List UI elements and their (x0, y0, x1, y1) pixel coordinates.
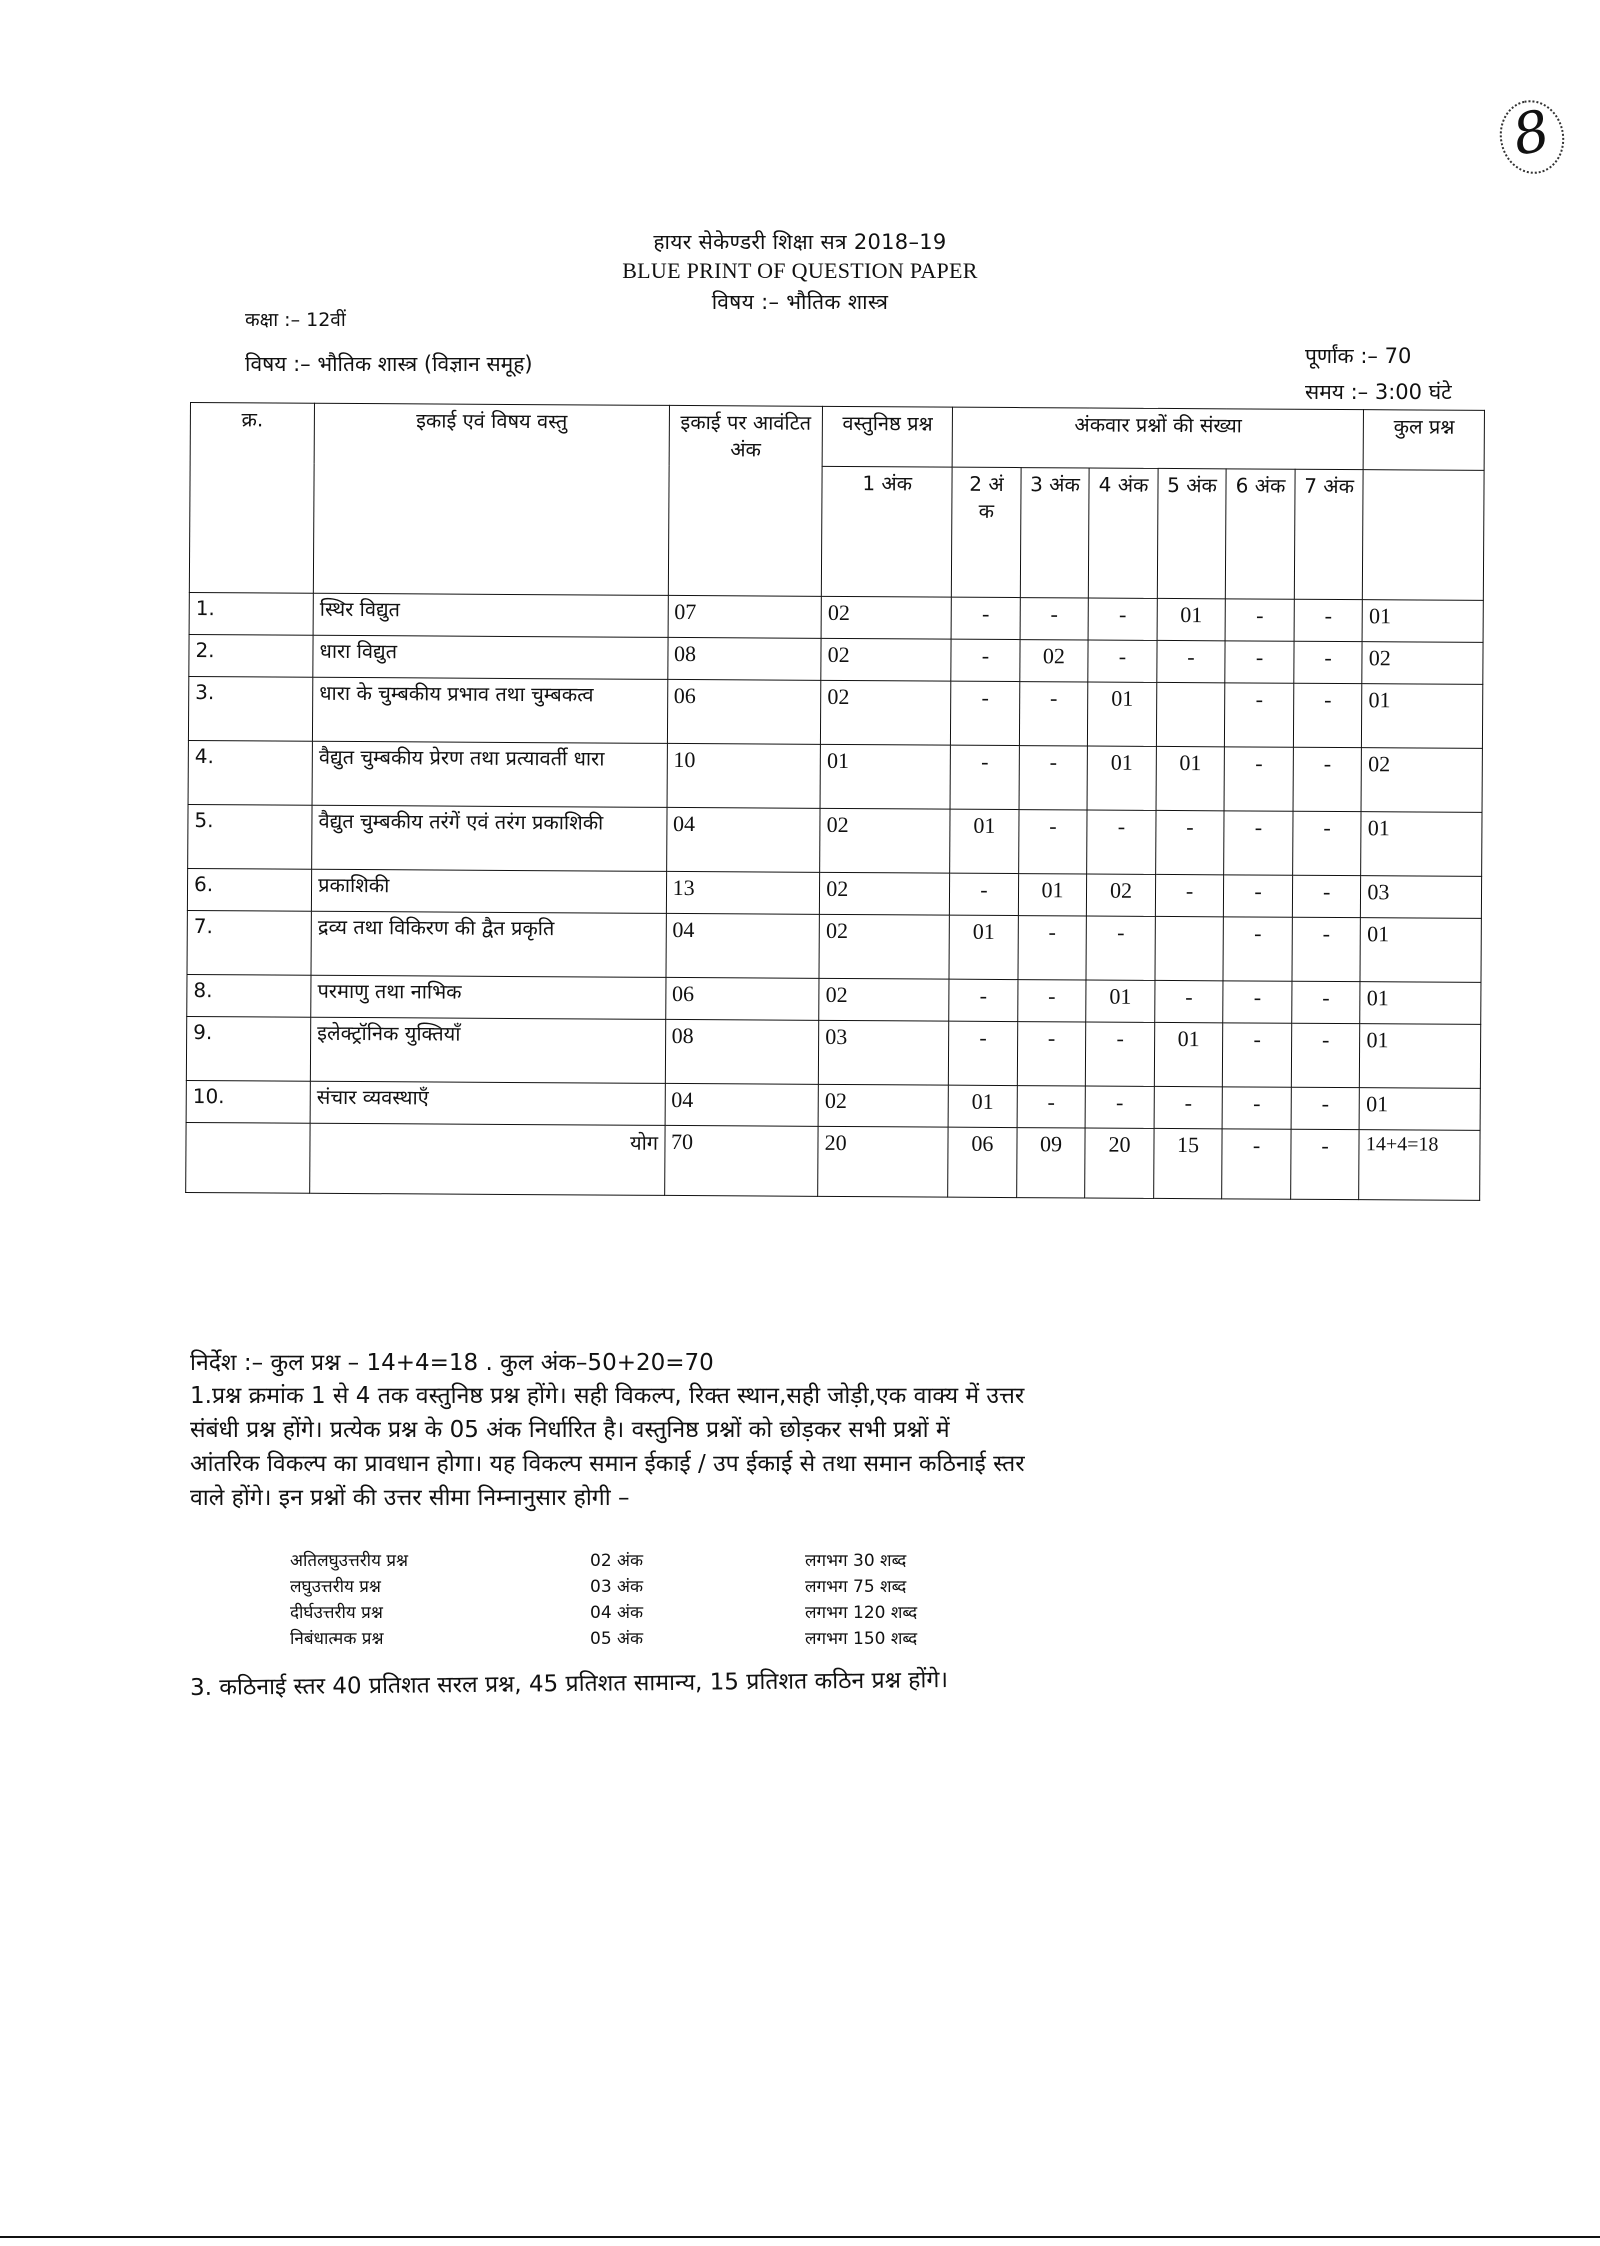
cell-7-mark: - (1292, 811, 1361, 875)
answer-limits-list (290, 1548, 1005, 1652)
limit-words: लगभग 75 शब्द (805, 1577, 907, 1597)
cell-total: 02 (1362, 642, 1483, 685)
total-cell-3-mark: 09 (1016, 1128, 1085, 1198)
cell-2-mark: - (951, 681, 1020, 745)
limit-type: लघुउत्तरीय प्रश्न (290, 1577, 381, 1597)
limit-marks: 02 अंक (590, 1551, 644, 1571)
cell-topic: द्रव्य तथा विकिरण की द्वैत प्रकृति (311, 911, 666, 977)
cell-total: 01 (1362, 600, 1483, 643)
cell-total: 02 (1361, 748, 1482, 813)
cell-6-mark: - (1224, 811, 1293, 875)
page-bottom-rule (0, 2236, 1600, 2238)
cell-5-mark: 01 (1157, 598, 1226, 640)
cell-5-mark: - (1157, 640, 1226, 682)
header-markwise: अंकवार प्रश्नों की संख्या (952, 407, 1364, 470)
cell-6-mark: - (1224, 875, 1293, 917)
cell-5-mark: 01 (1156, 746, 1225, 810)
cell-4-mark: 01 (1086, 980, 1155, 1022)
answer-limit-row (290, 1600, 1005, 1626)
cell-allotted-marks: 08 (665, 1019, 819, 1084)
cell-5-mark: 01 (1154, 1022, 1223, 1086)
cell-7-mark: - (1292, 981, 1361, 1023)
cell-4-mark: - (1085, 1086, 1154, 1128)
answer-limit-row (290, 1626, 1005, 1652)
cell-7-mark: - (1294, 599, 1363, 641)
cell-3-mark: - (1018, 916, 1087, 980)
session-title: हायर सेकेण्डरी शिक्षा सत्र 2018–19 (653, 230, 947, 254)
header-sno: क्र. (189, 403, 314, 594)
cell-3-mark: - (1019, 682, 1088, 746)
cell-topic: वैद्युत चुम्बकीय प्रेरण तथा प्रत्यावर्ती धारा (312, 741, 667, 807)
cell-sno: 2. (189, 634, 313, 677)
cell-5-mark (1155, 916, 1224, 980)
total-cell-4-mark: 20 (1085, 1128, 1154, 1198)
cell-objective: 02 (821, 596, 951, 639)
instructions-summary: निर्देश :– कुल प्रश्न – 14+4=18 . कुल अंक–50+20=70 (190, 1350, 714, 1376)
cell-6-mark: - (1224, 747, 1293, 811)
cell-7-mark: - (1292, 875, 1361, 917)
cell-total: 01 (1360, 982, 1481, 1025)
cell-2-mark: 01 (950, 809, 1019, 873)
cell-4-mark: - (1087, 810, 1156, 874)
cell-allotted-marks: 10 (667, 743, 821, 808)
instructions-line-4: वाले होंगे। इन प्रश्नों की उत्तर सीमा निम्नानुसार होगी – (190, 1485, 630, 1511)
blueprint-table (185, 402, 1485, 1201)
total-cell-2-mark: 06 (948, 1127, 1017, 1197)
cell-objective: 02 (821, 638, 951, 681)
cell-3-mark: 01 (1018, 874, 1087, 916)
cell-objective: 02 (819, 914, 949, 979)
cell-7-mark: - (1293, 747, 1362, 811)
cell-sno: 10. (186, 1080, 310, 1123)
cell-allotted-marks: 06 (665, 977, 819, 1020)
cell-topic: प्रकाशिकी (311, 869, 666, 913)
total-cell-objective: 20 (818, 1126, 948, 1197)
cell-7-mark: - (1291, 1023, 1360, 1087)
table-row (187, 910, 1481, 982)
cell-topic: संचार व्यवस्थाएँ (310, 1081, 665, 1125)
time-allowed: समय :– 3:00 घंटे (1305, 380, 1452, 404)
table-row (186, 1016, 1480, 1088)
cell-topic: धारा के चुम्बकीय प्रभाव तथा चुम्बकत्व (313, 677, 668, 743)
cell-sno: 6. (187, 868, 311, 911)
cell-3-mark: - (1017, 1086, 1086, 1128)
cell-sno: 1. (189, 592, 313, 635)
cell-2-mark: - (949, 1021, 1018, 1085)
document-title: BLUE PRINT OF QUESTION PAPER (622, 258, 978, 283)
cell-sno: 5. (188, 804, 312, 869)
header-5-mark: 5 अंक (1157, 468, 1226, 598)
table-row (188, 676, 1482, 748)
header-allotted-marks: इकाई पर आवंटित अंक (668, 405, 823, 596)
cell-2-mark: - (951, 597, 1020, 639)
instructions-line-3: आंतरिक विकल्प का प्रावधान होगा। यह विकल्प समान ईकाई / उप ईकाई से तथा समान कठिनाई स्तर (190, 1451, 1025, 1477)
cell-5-mark: - (1155, 980, 1224, 1022)
cell-2-mark: 01 (949, 915, 1018, 979)
cell-topic: परमाणु तथा नाभिक (311, 975, 666, 1019)
cell-6-mark: - (1223, 917, 1292, 981)
cell-7-mark: - (1293, 683, 1362, 747)
cell-4-mark: - (1088, 640, 1157, 682)
cell-2-mark: - (951, 639, 1020, 681)
cell-objective: 02 (821, 680, 951, 745)
instructions-line-2: संबंधी प्रश्न होंगे। प्रत्येक प्रश्न के 05 अंक निर्धारित है। वस्तुनिष्ठ प्रश्नों को छोड़कर सभी प्रश्नों में (190, 1417, 950, 1443)
cell-objective: 02 (819, 978, 949, 1021)
limit-type: अतिलघुउत्तरीय प्रश्न (290, 1551, 409, 1571)
limit-type: निबंधात्मक प्रश्न (290, 1629, 384, 1649)
header-total: कुल प्रश्न (1363, 410, 1484, 471)
cell-4-mark: 02 (1087, 874, 1156, 916)
cell-allotted-marks: 04 (666, 807, 820, 872)
limit-words: लगभग 150 शब्द (805, 1629, 918, 1649)
cell-2-mark: - (949, 979, 1018, 1021)
cell-topic: धारा विद्युत (313, 635, 668, 679)
header-total-blank (1363, 470, 1484, 601)
cell-allotted-marks: 04 (665, 1083, 819, 1126)
cell-total: 03 (1361, 876, 1482, 919)
cell-4-mark: 01 (1088, 682, 1157, 746)
cell-objective: 01 (820, 744, 950, 809)
cell-allotted-marks: 04 (666, 913, 820, 978)
header-6-mark: 6 अंक (1226, 469, 1295, 599)
cell-3-mark: - (1019, 746, 1088, 810)
cell-6-mark: - (1225, 641, 1294, 683)
page-number-mark: 8 (1493, 94, 1571, 180)
cell-sno: 4. (188, 740, 312, 805)
answer-limit-row (290, 1574, 1005, 1600)
cell-6-mark: - (1225, 599, 1294, 641)
header-topic: इकाई एवं विषय वस्तु (313, 403, 669, 595)
limit-type: दीर्घउत्तरीय प्रश्न (290, 1603, 383, 1623)
cell-5-mark (1156, 682, 1225, 746)
header-4-mark: 4 अंक (1089, 468, 1158, 598)
cell-4-mark: - (1086, 1022, 1155, 1086)
table-row (188, 804, 1482, 876)
cell-objective: 02 (820, 872, 950, 915)
cell-sno: 9. (186, 1016, 310, 1081)
cell-7-mark: - (1294, 641, 1363, 683)
cell-total: 01 (1359, 1088, 1480, 1131)
cell-objective: 02 (820, 808, 950, 873)
cell-4-mark: - (1086, 916, 1155, 980)
table-row (188, 740, 1482, 812)
cell-sno: 3. (188, 676, 312, 741)
difficulty-distribution: 3. कठिनाई स्तर 40 प्रतिशत सरल प्रश्न, 45 प्रतिशत सामान्य, 15 प्रतिशत कठिन प्रश्न होंगे। (189, 1667, 949, 1701)
cell-total: 01 (1361, 812, 1482, 877)
cell-2-mark: - (950, 745, 1019, 809)
total-cell-5-mark: 15 (1153, 1128, 1222, 1198)
cell-total: 01 (1360, 918, 1481, 983)
cell-3-mark: - (1017, 980, 1086, 1022)
header-one-mark: 1 अंक (822, 466, 953, 597)
cell-objective: 03 (819, 1020, 949, 1085)
cell-3-mark: - (1017, 1022, 1086, 1086)
total-cell-total: 14+4=18 (1359, 1130, 1480, 1201)
limit-words: लगभग 30 शब्द (805, 1551, 907, 1571)
class-label: कक्षा :– 12वीं (245, 309, 346, 331)
total-cell-6-mark: - (1222, 1129, 1291, 1199)
cell-2-mark: 01 (948, 1085, 1017, 1127)
limit-marks: 05 अंक (590, 1629, 644, 1649)
cell-3-mark: 02 (1020, 640, 1089, 682)
total-cell-allotted-marks: 70 (664, 1125, 818, 1196)
cell-7-mark: - (1291, 1087, 1360, 1129)
cell-allotted-marks: 07 (668, 595, 822, 638)
cell-sno: 7. (187, 910, 311, 975)
cell-topic: स्थिर विद्युत (313, 593, 668, 637)
cell-6-mark: - (1222, 1087, 1291, 1129)
cell-topic: इलेक्ट्रॉनिक युक्तियाँ (310, 1017, 665, 1083)
subject-title: विषय :– भौतिक शास्त्र (711, 290, 889, 314)
cell-total: 01 (1360, 1024, 1481, 1089)
header-2-mark: 2 अं क (952, 467, 1021, 597)
cell-allotted-marks: 13 (666, 871, 820, 914)
cell-6-mark: - (1225, 683, 1294, 747)
limit-marks: 03 अंक (590, 1577, 644, 1597)
cell-5-mark: - (1154, 1086, 1223, 1128)
header-objective: वस्तुनिष्ठ प्रश्न (822, 406, 952, 467)
answer-limit-row (290, 1548, 1005, 1574)
cell-5-mark: - (1155, 810, 1224, 874)
cell-topic: वैद्युत चुम्बकीय तरंगें एवं तरंग प्रकाशिकी (312, 805, 667, 871)
cell-allotted-marks: 08 (667, 637, 821, 680)
cell-5-mark: - (1155, 874, 1224, 916)
table-total-row (186, 1122, 1480, 1200)
cell-6-mark: - (1223, 1023, 1292, 1087)
instructions-line-1: 1.प्रश्न क्रमांक 1 से 4 तक वस्तुनिष्ठ प्रश्न होंगे। सही विकल्प, रिक्त स्थान,सही जोड़ी,एक वाक्य में उत्तर (190, 1383, 1025, 1409)
cell-allotted-marks: 06 (667, 679, 821, 744)
cell-3-mark: - (1018, 810, 1087, 874)
cell-7-mark: - (1292, 917, 1361, 981)
total-cell-7-mark: - (1291, 1129, 1360, 1199)
total-label: योग (310, 1123, 665, 1195)
cell-blank (186, 1122, 311, 1193)
subject-label: विषय :– भौतिक शास्त्र (विज्ञान समूह) (245, 352, 533, 376)
cell-4-mark: - (1088, 598, 1157, 640)
cell-6-mark: - (1223, 981, 1292, 1023)
cell-3-mark: - (1020, 598, 1089, 640)
header-3-mark: 3 अंक (1020, 468, 1089, 598)
cell-total: 01 (1362, 684, 1483, 749)
cell-4-mark: 01 (1087, 746, 1156, 810)
cell-sno: 8. (187, 974, 311, 1017)
header-7-mark: 7 अंक (1294, 469, 1363, 599)
limit-marks: 04 अंक (590, 1603, 644, 1623)
limit-words: लगभग 120 शब्द (805, 1603, 918, 1623)
cell-objective: 02 (818, 1084, 948, 1127)
cell-2-mark: - (950, 873, 1019, 915)
max-marks: पूर्णांक :– 70 (1305, 344, 1412, 368)
